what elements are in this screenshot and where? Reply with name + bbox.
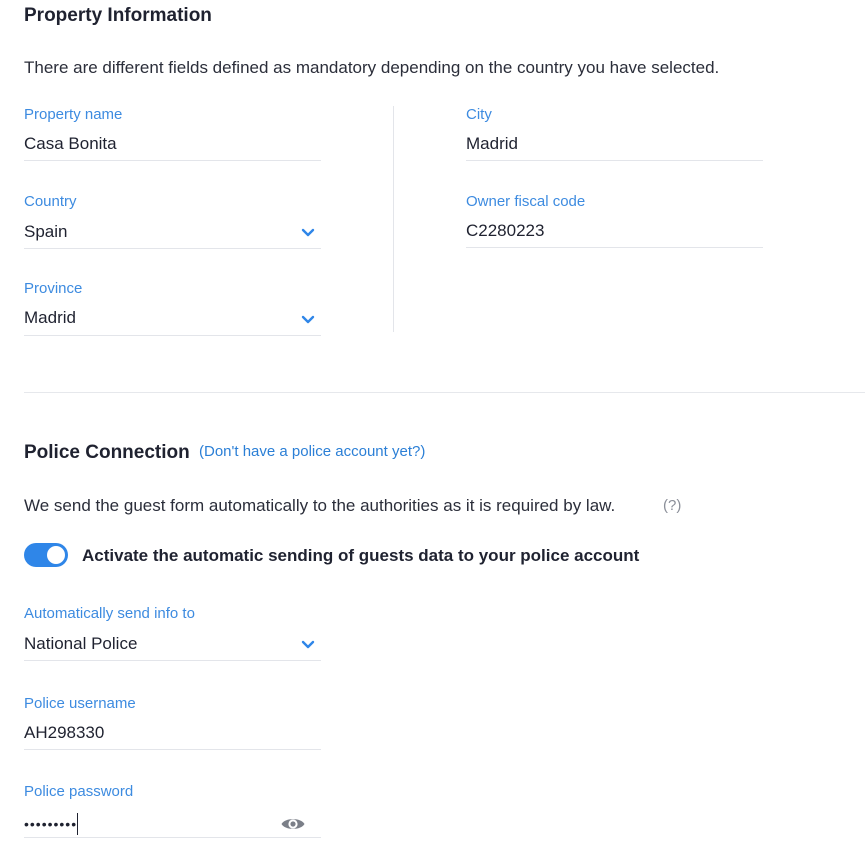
owner-fiscal-code-input[interactable]: C2280223 [466, 221, 545, 240]
city-input[interactable]: Madrid [466, 134, 518, 153]
property-name-input[interactable]: Casa Bonita [24, 134, 117, 153]
auto-send-toggle[interactable] [24, 543, 68, 567]
chevron-down-icon[interactable] [301, 315, 315, 325]
police-password-underline [24, 837, 321, 838]
text-caret [77, 813, 78, 835]
police-password-label: Police password [24, 783, 134, 800]
send-info-to-select[interactable]: National Police [24, 634, 138, 653]
send-info-to-label: Automatically send info to [24, 605, 195, 622]
property-section-title: Property Information [24, 5, 212, 26]
property-description: There are different fields defined as mandatory depending on the country you have selected. [24, 58, 720, 77]
send-info-to-underline [24, 660, 321, 661]
help-icon[interactable]: (?) [663, 497, 682, 514]
province-select[interactable]: Madrid [24, 308, 76, 327]
password-mask: ••••••••• [24, 816, 78, 832]
country-underline [24, 248, 321, 249]
chevron-down-icon[interactable] [301, 640, 315, 650]
city-underline [466, 160, 763, 161]
owner-fiscal-code-label: Owner fiscal code [466, 193, 586, 210]
auto-send-toggle-label: Activate the automatic sending of guests data to your police account [82, 546, 640, 565]
police-password-input[interactable] [24, 812, 284, 836]
owner-fiscal-code-underline [466, 247, 763, 248]
city-label: City [466, 106, 492, 123]
police-username-input[interactable]: AH298330 [24, 723, 105, 742]
toggle-knob [47, 546, 65, 564]
country-select[interactable]: Spain [24, 222, 68, 241]
chevron-down-icon[interactable] [301, 228, 315, 238]
section-divider [24, 392, 865, 393]
police-username-underline [24, 749, 321, 750]
eye-icon[interactable] [280, 815, 306, 833]
police-description: We send the guest form automatically to the authorities as it is required by law. [24, 496, 616, 515]
province-label: Province [24, 280, 83, 297]
province-underline [24, 335, 321, 336]
no-police-account-link[interactable]: (Don't have a police account yet?) [199, 443, 426, 460]
property-name-label: Property name [24, 106, 123, 123]
property-name-underline [24, 160, 321, 161]
police-section-title: Police Connection [24, 442, 190, 463]
column-divider [393, 106, 394, 332]
police-username-label: Police username [24, 695, 136, 712]
country-label: Country [24, 193, 77, 210]
